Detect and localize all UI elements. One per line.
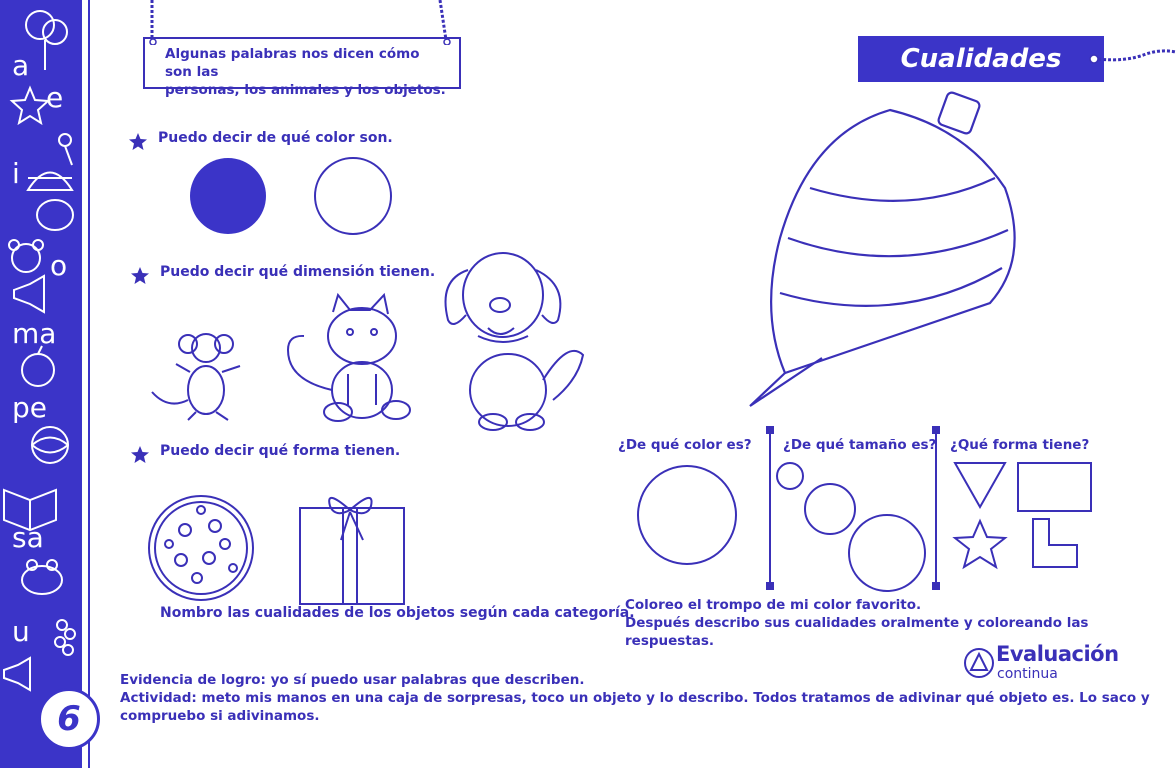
- star-shape: [955, 521, 1005, 567]
- spinning-top-illustration: [740, 88, 1040, 418]
- ball-icon: [32, 427, 68, 463]
- section-color-label: Puedo decir de qué color son.: [158, 130, 393, 146]
- answer-options: [625, 425, 1100, 595]
- l-shape: [1033, 519, 1077, 567]
- pizza-icon: [149, 496, 253, 600]
- grapes-icon: [55, 620, 75, 655]
- right-caption-line-2: Después describo sus cualidades oralmente y coloreando las respuestas.: [625, 615, 1089, 649]
- star-bullet-icon: [128, 132, 148, 152]
- triangle-shape: [955, 463, 1005, 507]
- sidebar-edge: [88, 0, 90, 768]
- megaphone-icon-2: [4, 658, 30, 690]
- speech-bubble-icon: [37, 200, 73, 230]
- star-bullet-icon: [130, 266, 150, 286]
- empty-circle: [315, 158, 391, 234]
- question-shape: ¿Qué forma tiene?: [950, 437, 1090, 453]
- activity-text: [120, 689, 1160, 707]
- large-circle: [849, 515, 925, 591]
- activity-body: : meto mis manos en una caja de sorpresas, toco un objeto y lo describo. Todos tratamos de adivinar qué objeto es. Lo saco y: [191, 690, 1150, 706]
- frog-icon: [22, 560, 62, 594]
- activity-label: Actividad: [120, 690, 192, 706]
- question-color: ¿De qué color es?: [618, 437, 752, 453]
- logo-subtitle: continua: [997, 666, 1058, 682]
- page-title: Cualidades: [858, 36, 1104, 82]
- evaluacion-logo-icon: [962, 646, 996, 680]
- star-icon: [12, 88, 48, 123]
- sidebar-letter-ma: ma: [12, 317, 57, 350]
- bear-icon: [9, 240, 43, 272]
- megaphone-icon: [14, 276, 44, 312]
- shape-objects: [145, 488, 415, 606]
- section-dimension-label: Puedo decir qué dimensión tienen.: [160, 264, 436, 280]
- sidebar-letter-a: a: [12, 49, 30, 82]
- sidebar-illustrations: [0, 0, 82, 768]
- gift-box-icon: [300, 498, 404, 604]
- page-number: 6: [38, 688, 100, 750]
- igloo-icon: [28, 173, 72, 191]
- cat-icon: [288, 295, 410, 421]
- color-circles: [185, 155, 400, 240]
- animals-illustration: [148, 240, 603, 440]
- activity-text-2: compruebo si adivinamos.: [120, 708, 320, 724]
- title-tag-string: [1086, 44, 1176, 74]
- filled-circle: [190, 158, 266, 234]
- color-answer-circle: [638, 466, 736, 564]
- small-circle: [777, 463, 803, 489]
- section-shape-label: Puedo decir qué forma tienen.: [160, 443, 401, 459]
- apple-icon: [22, 346, 54, 386]
- ice-cream-icon: [59, 134, 72, 165]
- sidebar-letter-o: o: [50, 249, 68, 282]
- intro-line-2: personas, los animales y los objetos.: [165, 82, 446, 98]
- spinning-top-icon: [750, 91, 1015, 406]
- mouse-icon: [152, 334, 240, 420]
- sidebar-letter-sa: sa: [12, 521, 44, 554]
- intro-line-1: Algunas palabras nos dicen cómo son las: [165, 46, 420, 80]
- rectangle-shape: [1018, 463, 1091, 511]
- right-caption-line-1: Coloreo el trompo de mi color favorito.: [625, 597, 922, 613]
- sidebar-letter-e: e: [46, 81, 64, 114]
- left-caption: Nombro las cualidades de los objetos según cada categoría.: [160, 605, 635, 621]
- sidebar-letter-i: i: [12, 157, 20, 190]
- medium-circle: [805, 484, 855, 534]
- evidence-text: Evidencia de logro: yo sí puedo usar palabras que describen.: [120, 672, 585, 688]
- logo-title: Evaluación: [996, 642, 1119, 666]
- star-bullet-icon: [130, 445, 150, 465]
- intro-box: [143, 37, 461, 98]
- sidebar-letter-pe: pe: [12, 391, 47, 424]
- tree-icon: [26, 11, 67, 70]
- sidebar-letter-u: u: [12, 615, 30, 648]
- dog-icon: [446, 253, 584, 430]
- question-size: ¿De qué tamaño es?: [783, 437, 937, 453]
